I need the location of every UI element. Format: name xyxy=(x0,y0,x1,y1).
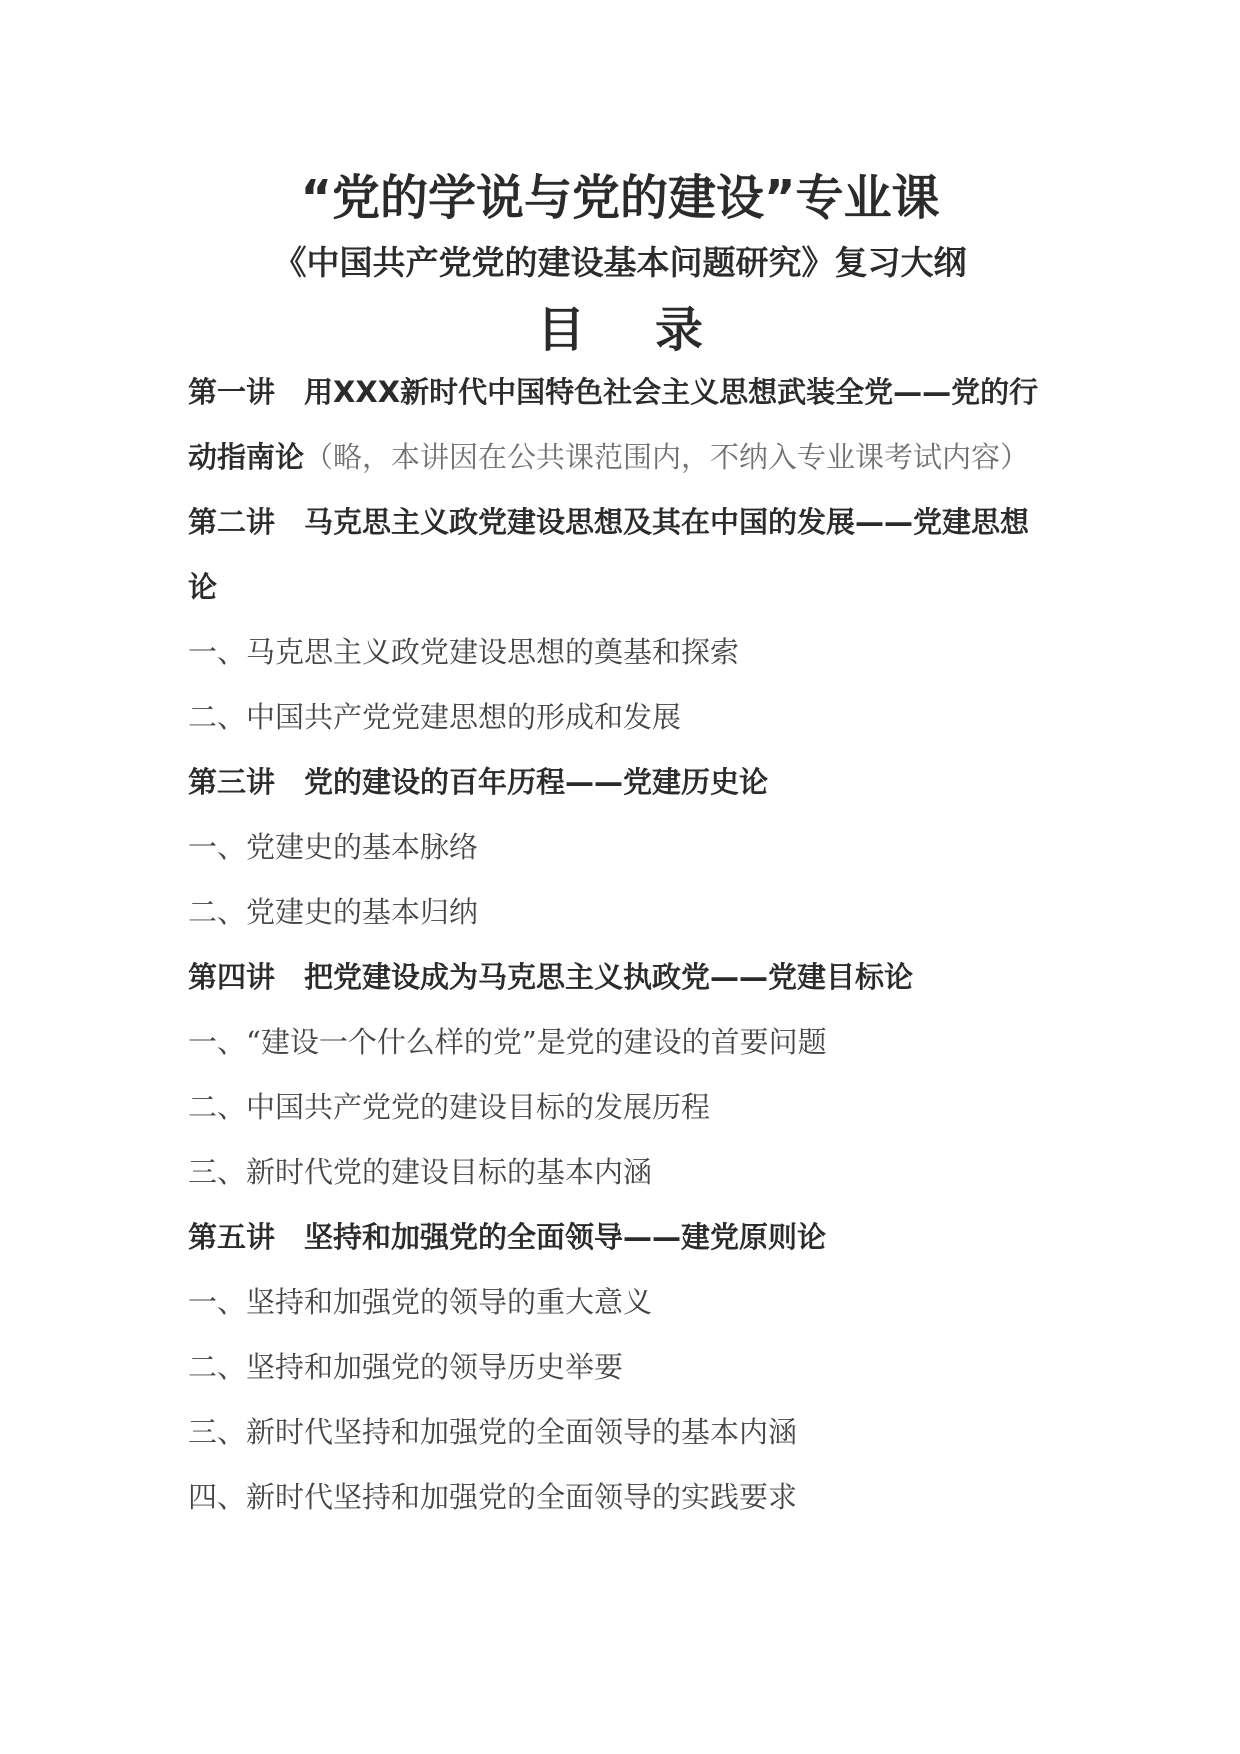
table-of-contents xyxy=(188,360,1050,1530)
toc-item: 一、党建史的基本脉络 xyxy=(188,830,479,864)
toc-item: 一、“建设一个什么样的党”是党的建设的首要问题 xyxy=(188,1025,827,1059)
lecture-title: 坚持和加强党的全面领导——建党原则论 xyxy=(304,1220,827,1254)
lecture-number: 第二讲 xyxy=(188,505,276,539)
lecture-note: （略，本讲因在公共课范围内，不纳入专业课考试内容） xyxy=(304,440,1030,474)
lecture-title: 马克思主义政党建设思想及其在中国的发展——党建思想论 xyxy=(188,505,1030,604)
lecture-number: 第一讲 xyxy=(188,375,276,409)
toc-item: 三、新时代党的建设目标的基本内涵 xyxy=(188,1155,653,1189)
lecture-heading xyxy=(188,490,1050,620)
lecture-heading xyxy=(188,750,1050,815)
lecture-heading xyxy=(188,1205,1050,1270)
toc-item: 三、新时代坚持和加强党的全面领导的基本内涵 xyxy=(188,1415,798,1449)
lecture-title: 把党建设成为马克思主义执政党——党建目标论 xyxy=(304,960,914,994)
toc-item: 二、坚持和加强党的领导历史举要 xyxy=(188,1350,624,1384)
lecture-number: 第五讲 xyxy=(188,1220,276,1254)
document-subtitle: 《中国共产党党的建设基本问题研究》复习大纲 xyxy=(273,243,967,282)
document-title: “党的学说与党的建设”专业课 xyxy=(300,170,940,226)
lecture-title: 党的建设的百年历程——党建历史论 xyxy=(304,765,769,799)
toc-item: 一、马克思主义政党建设思想的奠基和探索 xyxy=(188,635,740,669)
lecture-title: 用XXX新时代中国特色社会主义思想武装全党——党的行动指南论 xyxy=(188,375,1039,474)
toc-heading: 目录 xyxy=(536,302,773,358)
toc-item: 一、坚持和加强党的领导的重大意义 xyxy=(188,1285,653,1319)
lecture-heading xyxy=(188,945,1050,1010)
toc-item: 二、中国共产党党建思想的形成和发展 xyxy=(188,700,682,734)
lecture-heading xyxy=(188,360,1050,490)
toc-item: 二、党建史的基本归纳 xyxy=(188,895,479,929)
lecture-number: 第四讲 xyxy=(188,960,276,994)
toc-item: 二、中国共产党党的建设目标的发展历程 xyxy=(188,1090,711,1124)
toc-item: 四、新时代坚持和加强党的全面领导的实践要求 xyxy=(188,1480,798,1514)
lecture-number: 第三讲 xyxy=(188,765,276,799)
